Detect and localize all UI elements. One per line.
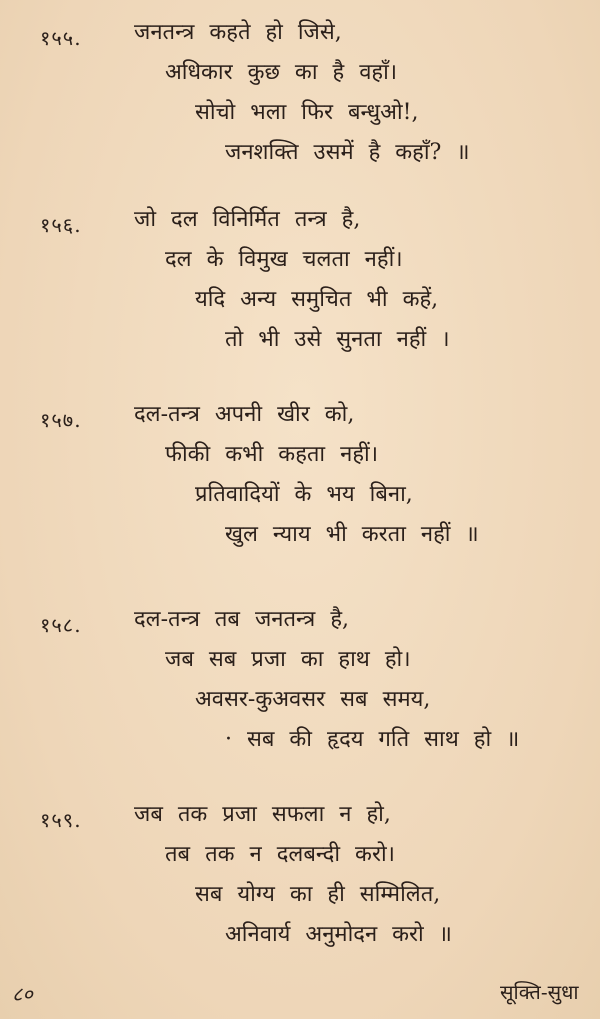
verse-156 [0,205,600,355]
verse-line: दल के विमुख चलता नहीं। [165,247,403,272]
verse-line: तो भी उसे सुनता नहीं । [225,327,450,352]
verse-line: · सब की हृदय गति साथ हो ॥ [225,727,520,752]
verse-line: दल-तन्त्र अपनी खीर को, [134,402,355,427]
verse-line: अवसर-कुअवसर सब समय, [195,687,431,712]
verse-line: जब तक प्रजा सफला न हो, [134,802,391,827]
verse-line: सब योग्य का ही सम्मिलित, [195,882,441,907]
verse-number: १५५. [40,26,82,50]
verse-number: १५७. [40,408,82,432]
verse-158 [0,605,600,755]
verse-line: अनिवार्य अनुमोदन करो ॥ [225,922,452,947]
verse-line: प्रतिवादियों के भय बिना, [195,482,413,507]
verse-line: सोचो भला फिर बन्धुओ!, [195,100,419,125]
verse-line: तब तक न दलबन्दी करो। [165,842,395,867]
verse-number: १५८. [40,613,82,637]
verse-line: यदि अन्य समुचित भी कहें, [195,287,439,312]
page-number: ८० [12,982,33,1006]
verse-line: दल-तन्त्र तब जनतन्त्र है, [134,607,349,632]
verse-157 [0,400,600,550]
verse-line: जब सब प्रजा का हाथ हो। [165,647,411,672]
verse-155 [0,18,600,168]
verse-159 [0,800,600,950]
verse-line: खुल न्याय भी करता नहीं ॥ [225,522,479,547]
verse-line: जो दल विनिर्मित तन्त्र है, [134,207,361,232]
book-title: सूक्ति-सुधा [500,980,579,1004]
verse-line: जनतन्त्र कहते हो जिसे, [134,20,342,45]
verse-line: फीकी कभी कहता नहीं। [165,442,379,467]
verse-number: १५६. [40,213,82,237]
verse-line: अधिकार कुछ का है वहाँ। [165,60,398,85]
verse-line: जनशक्ति उसमें है कहाँ? ॥ [225,140,470,165]
verse-number: १५९. [40,808,82,832]
